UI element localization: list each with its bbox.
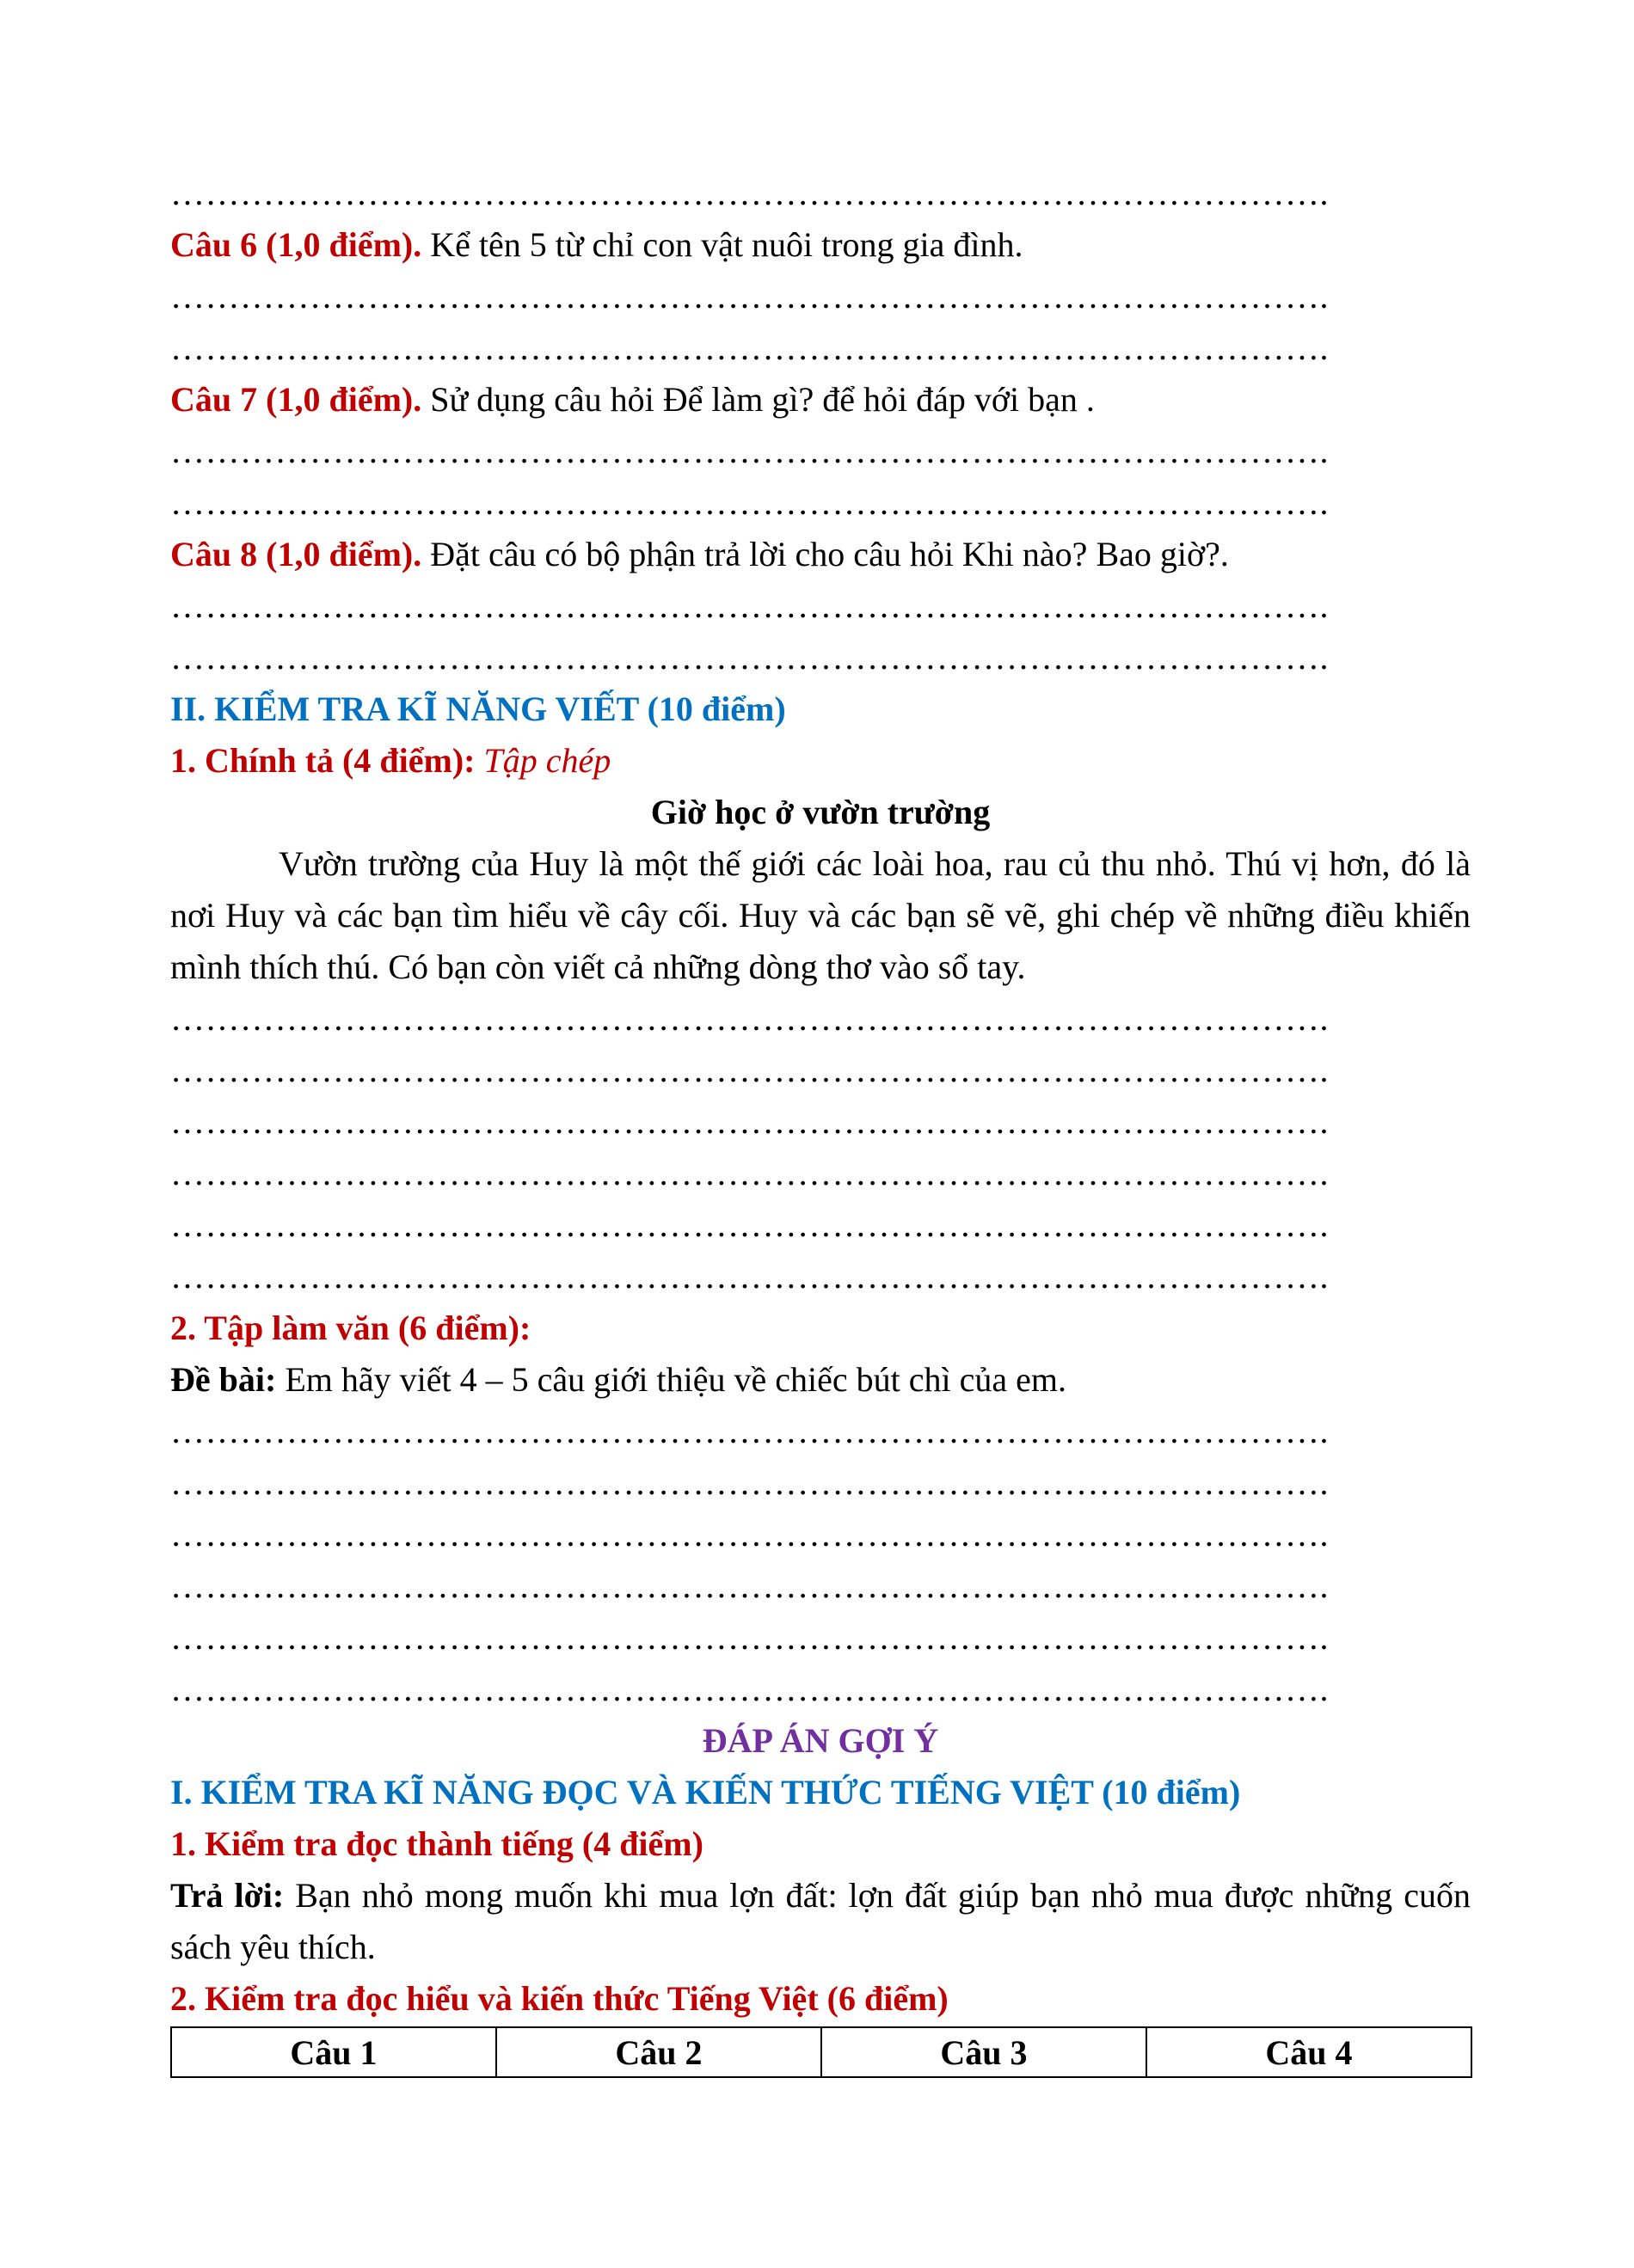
- question-8: [170, 529, 1471, 580]
- answer-line: ……………………………………………………………………………………….: [170, 586, 1329, 625]
- question-7-label: Câu 7 (1,0 điểm).: [170, 380, 422, 419]
- chinh-ta-label: 1. Chính tả (4 điểm):: [170, 741, 476, 780]
- answer-line: ……………………………………………………………………………………….: [170, 1102, 1329, 1141]
- question-7-text: Sử dụng câu hỏi Để làm gì? để hỏi đáp với bạn .: [421, 380, 1095, 419]
- answer-line: ……………………………………………………………………………………….: [170, 1051, 1329, 1089]
- answers-section-1-heading: I. KIỂM TRA KĨ NĂNG ĐỌC VÀ KIẾN THỨC TIẾNG VIỆT (10 điểm): [170, 1773, 1241, 1811]
- answer-line: ……………………………………………………………………………………….: [170, 638, 1329, 677]
- table-row: [171, 2027, 1471, 2077]
- tap-lam-van-heading: 2. Tập làm văn (6 điểm):: [170, 1309, 531, 1347]
- document-page: [170, 168, 1471, 2078]
- question-6-label: Câu 6 (1,0 điểm).: [170, 225, 422, 264]
- table-header-cell: Câu 4: [1146, 2027, 1471, 2077]
- tra-loi-label: Trả lời:: [170, 1876, 285, 1915]
- answer-line: ……………………………………………………………………………………….: [170, 483, 1329, 522]
- de-bai-text: Em hãy viết 4 – 5 câu giới thiệu về chiếc bút chì của em.: [276, 1360, 1066, 1399]
- answer-line: ……………………………………………………………………………………….: [170, 1205, 1329, 1244]
- answer-line: ……………………………………………………………………………………….: [170, 1670, 1329, 1708]
- answers-table: [170, 2026, 1472, 2078]
- question-8-text: Đặt câu có bộ phận trả lời cho câu hỏi Khi nào? Bao giờ?.: [421, 535, 1229, 573]
- table-header-cell: Câu 1: [171, 2027, 496, 2077]
- passage-title: Giờ học ở vườn trường: [650, 793, 991, 831]
- answer-line: ……………………………………………………………………………………….: [170, 277, 1329, 316]
- answer-line: ……………………………………………………………………………………….: [170, 1566, 1329, 1605]
- passage-body: Vườn trường của Huy là một thế giới các loài hoa, rau củ thu nhỏ. Thú vị hơn, đó là nơi Huy và các bạn tìm hiểu về cây cối. Huy và các bạn sẽ vẽ, ghi chép về những điều khiến mình thích thú. Có bạn còn viết cả những dòng thơ vào sổ tay.: [170, 844, 1471, 986]
- chinh-ta-subtitle: Tập chép: [475, 741, 611, 780]
- question-6: [170, 219, 1471, 271]
- answer-line: ……………………………………………………………………………………….: [170, 1618, 1329, 1657]
- de-bai-label: Đề bài:: [170, 1360, 277, 1399]
- table-header-cell: Câu 3: [821, 2027, 1146, 2077]
- answer-line: ……………………………………………………………………………………….: [170, 1412, 1329, 1450]
- answer-line: ……………………………………………………………………………………….: [170, 1515, 1329, 1554]
- answers-part-1-heading: 1. Kiểm tra đọc thành tiếng (4 điểm): [170, 1824, 703, 1863]
- tra-loi-text: Bạn nhỏ mong muốn khi mua lợn đất: lợn đất giúp bạn nhỏ mua được những cuốn sách yêu thích.: [170, 1876, 1471, 1966]
- de-bai: [170, 1354, 1471, 1406]
- answer-line: ……………………………………………………………………………………….: [170, 432, 1329, 470]
- table-header-cell: Câu 2: [496, 2027, 821, 2077]
- question-6-text: Kể tên 5 từ chỉ con vật nuôi trong gia đình.: [421, 225, 1023, 264]
- chinh-ta-heading: [170, 735, 1471, 787]
- answers-part-2-heading: 2. Kiểm tra đọc hiểu và kiến thức Tiếng Việt (6 điểm): [170, 1979, 949, 2018]
- question-7: [170, 374, 1471, 426]
- answer-line: ……………………………………………………………………………………….: [170, 1463, 1329, 1502]
- answers-tra-loi: [170, 1870, 1471, 1973]
- section-2-heading: II. KIỂM TRA KĨ NĂNG VIẾT (10 điểm): [170, 690, 786, 728]
- answer-line: ……………………………………………………………………………………….: [170, 1257, 1329, 1296]
- question-8-label: Câu 8 (1,0 điểm).: [170, 535, 422, 573]
- answer-line: ……………………………………………………………………………………….: [170, 1154, 1329, 1192]
- answers-heading: ĐÁP ÁN GỢI Ý: [702, 1721, 939, 1760]
- answer-line: ……………………………………………………………………………………….: [170, 999, 1329, 1038]
- answer-line: ……………………………………………………………………………………….: [170, 174, 1329, 212]
- answer-line: ……………………………………………………………………………………….: [170, 328, 1329, 367]
